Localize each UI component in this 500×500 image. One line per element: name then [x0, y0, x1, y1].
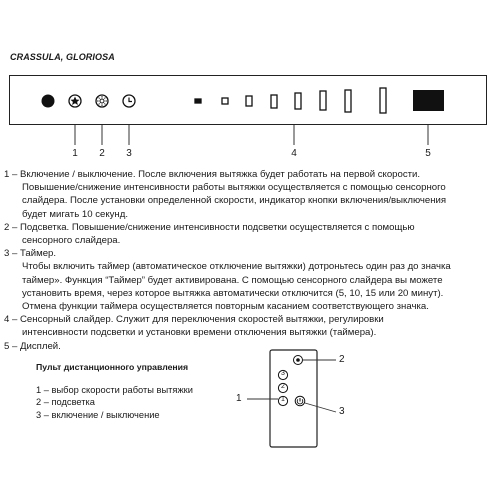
desc-line: Чтобы включить таймер (автоматическое отключение вытяжки) дотроньтесь один раз до значка — [22, 261, 451, 273]
desc-line: Повышение/снижение интенсивности работы вытяжки осуществляется с помощью сенсорного — [22, 182, 446, 194]
control-panel-diagram — [0, 0, 500, 170]
timer-icon[interactable] — [123, 95, 135, 107]
power-icon[interactable] — [42, 95, 55, 108]
remote-button-label: 2 — [281, 383, 285, 390]
desc-line: Отмена функции таймера осуществляется повторным касанием соответствующего значка. — [22, 301, 429, 313]
desc-line: будет мигать 10 секунд. — [22, 208, 128, 220]
remote-callout-3: 3 — [339, 406, 345, 417]
desc-line: 4 – Сенсорный слайдер. Служит для переключения скоростей вытяжки, регулировки — [4, 314, 384, 326]
callout-4-label: 4 — [291, 148, 297, 159]
remote-title: Пульт дистанционного управления — [36, 362, 189, 372]
desc-line: интенсивности подсветки и установки времени отключения вытяжки (таймера). — [22, 327, 377, 339]
callout-2-label: 2 — [99, 148, 105, 159]
remote-button-label: 3 — [281, 370, 285, 377]
desc-line: таймер». Функция “Таймер” будет активирована. С помощью сенсорного слайдера вы можете — [22, 274, 443, 286]
remote-control-diagram — [0, 340, 500, 460]
callout-3-label: 3 — [126, 148, 132, 159]
remote-legend-item: 3 – включение / выключение — [36, 409, 160, 420]
remote-power-button[interactable] — [295, 396, 305, 406]
light-icon[interactable] — [69, 95, 81, 107]
desc-line: слайдера. После установки определенной скорости, индикатор кнопки включения/выключения — [22, 195, 447, 207]
desc-line: 5 – Дисплей. — [4, 340, 61, 352]
light-adjust-icon[interactable] — [96, 95, 108, 107]
remote-body — [270, 350, 317, 447]
description-block — [4, 168, 494, 353]
remote-light-button[interactable] — [294, 356, 303, 365]
desc-line: установить время, через которое вытяжка автоматически отключится (5, 10, 15 или 20 минут). — [22, 287, 444, 299]
remote-legend-item: 2 – подсветка — [36, 397, 95, 408]
desc-line: 3 – Таймер. — [4, 248, 57, 260]
remote-button-label: 1 — [281, 396, 285, 403]
callout-5-label: 5 — [425, 148, 431, 159]
speed-slider-icon[interactable] — [195, 88, 386, 113]
remote-legend-item: 1 – выбор скорости работы вытяжки — [36, 385, 193, 395]
desc-line: сенсорного слайдера. — [22, 235, 121, 247]
desc-line: 2 – Подсветка. Повышение/снижение интенсивности подсветки осуществляется с помощью — [4, 221, 415, 233]
display-icon — [413, 90, 444, 111]
desc-line: 1 – Включение / выключение. После включения вытяжка будет работать на первой скорости. — [4, 169, 421, 180]
remote-callout-2: 2 — [339, 354, 345, 365]
callout-1-label: 1 — [72, 148, 78, 159]
remote-callout-1: 1 — [236, 393, 242, 404]
model-name: CRASSULA, GLORIOSA — [10, 52, 115, 62]
